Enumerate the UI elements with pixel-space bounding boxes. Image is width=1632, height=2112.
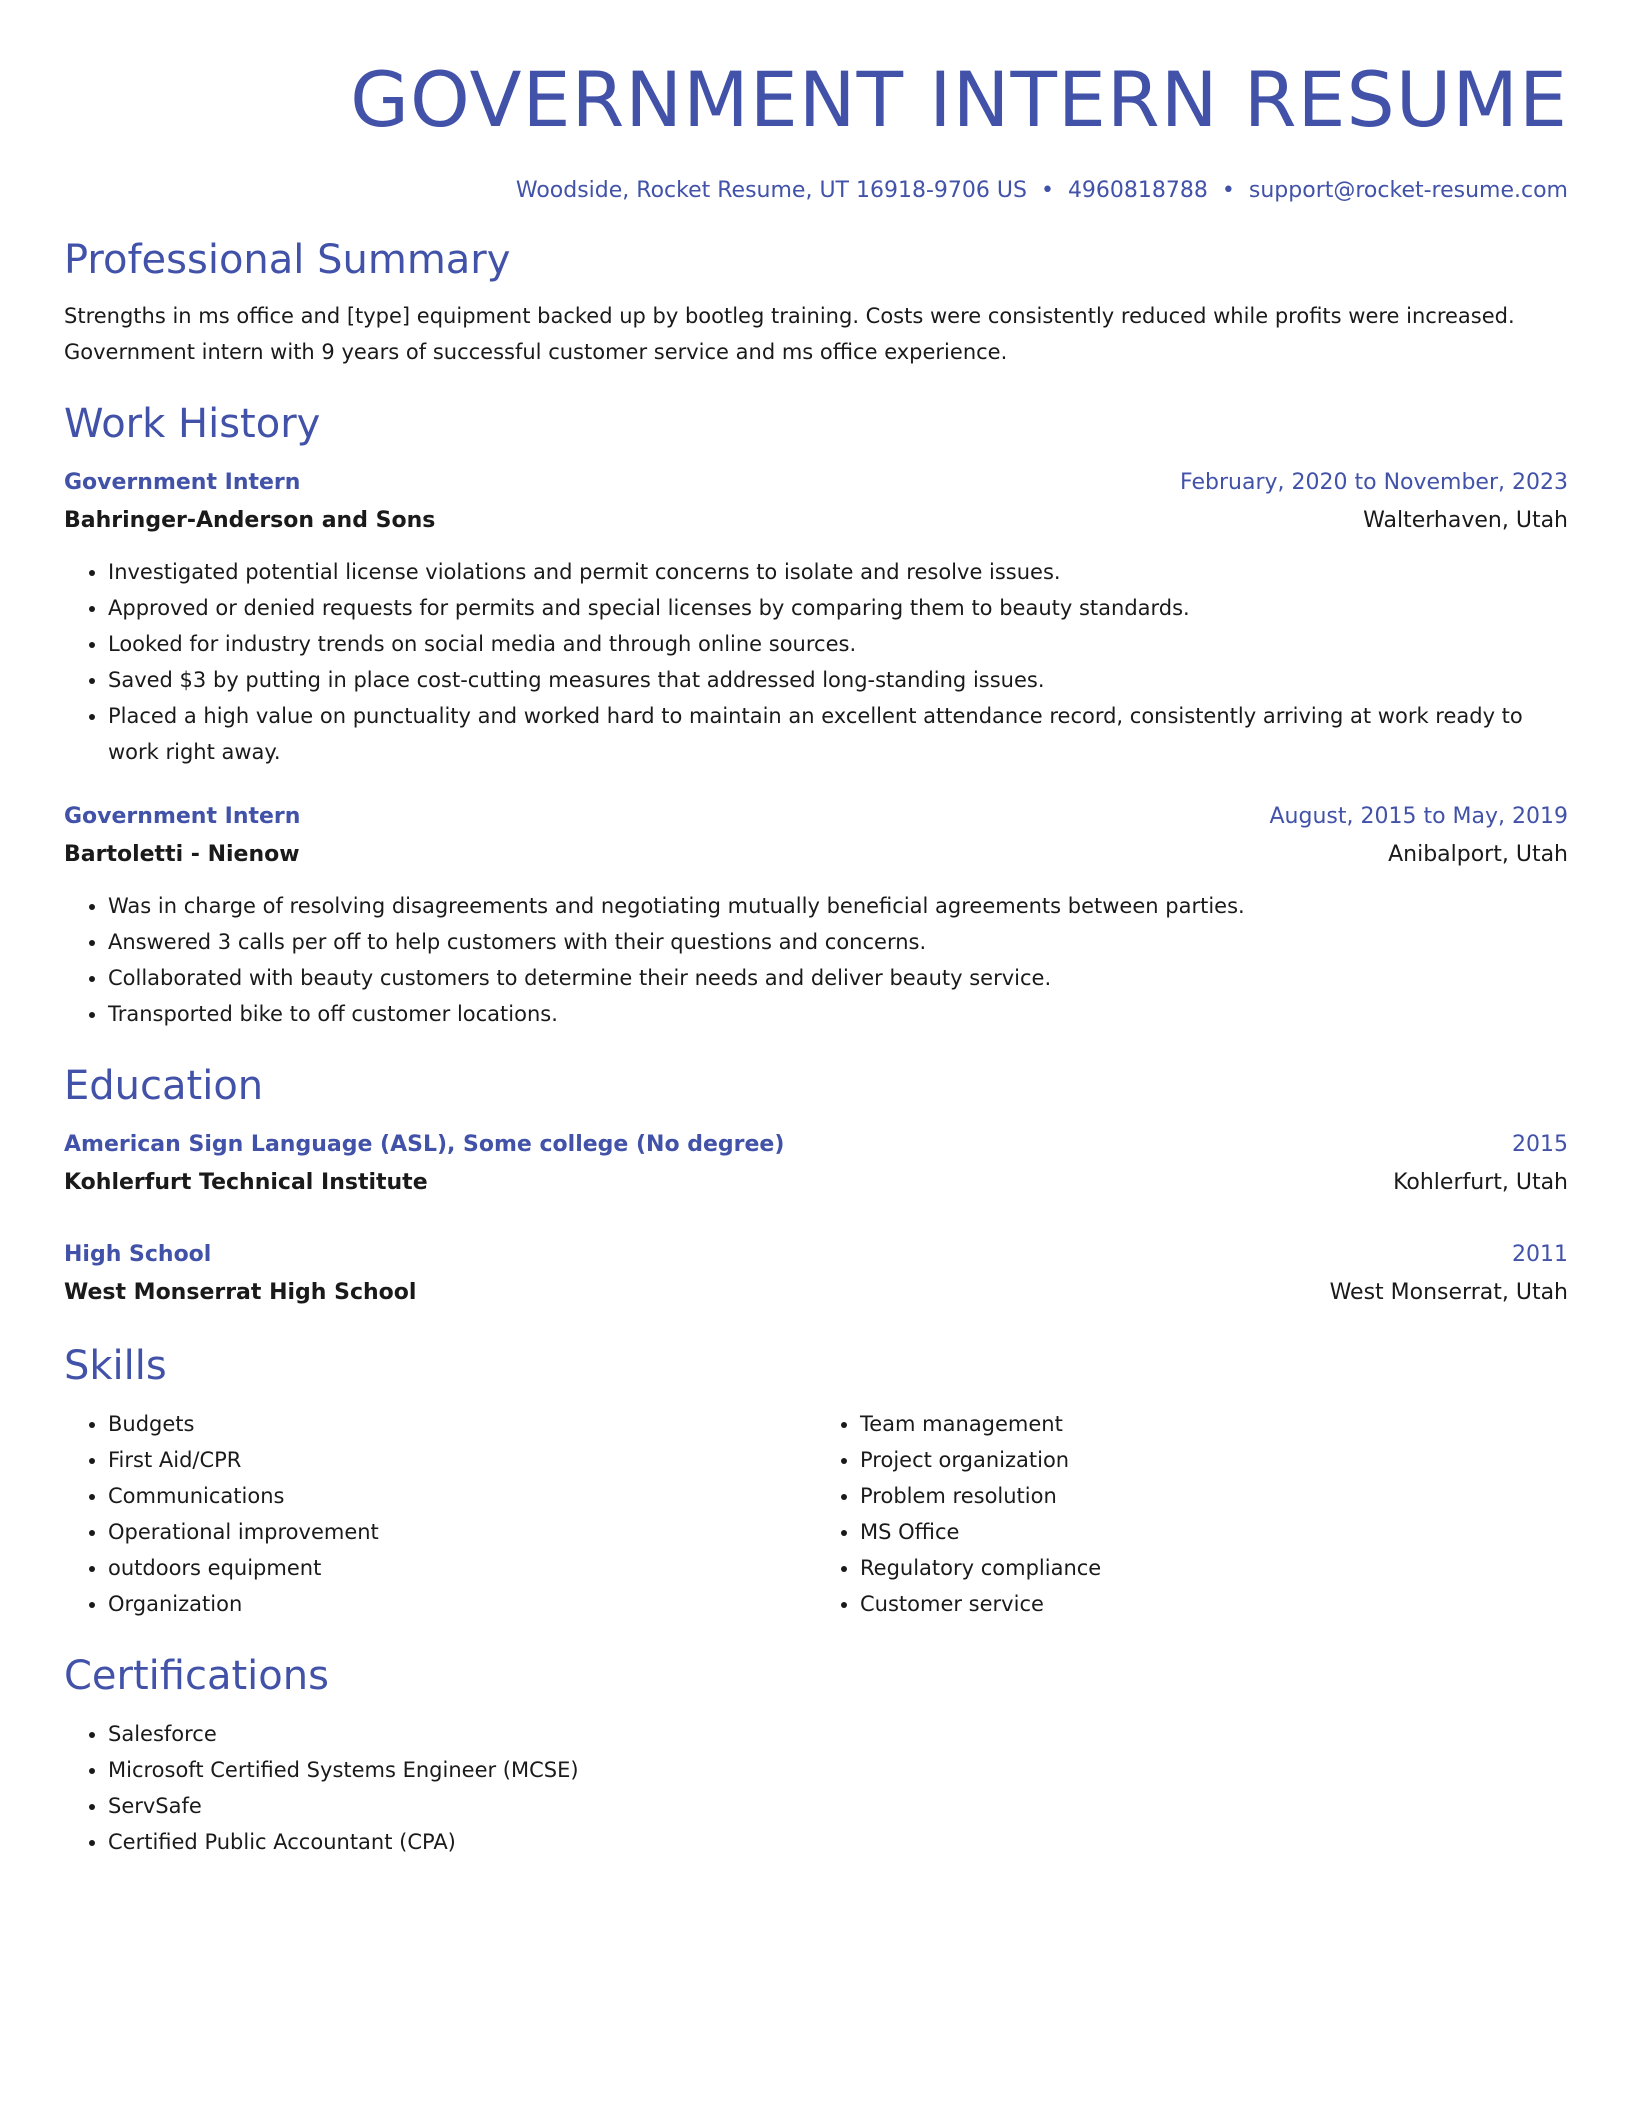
contact-line bbox=[64, 176, 1568, 206]
job-bullets bbox=[64, 554, 1568, 770]
job-dates: February, 2020 to November, 2023 bbox=[1180, 470, 1568, 495]
education-location: West Monserrat, Utah bbox=[1329, 1280, 1568, 1305]
summary-text: Strengths in ms office and [type] equipment backed up by bootleg training. Costs were consistently reduced while profits were increased. Government intern with 9 years of successful customer service and ms office experience. bbox=[64, 304, 1515, 364]
certification-item: • Certified Public Accountant (CPA) bbox=[108, 1824, 1568, 1860]
list-item: • Collaborated with beauty customers to determine their needs and deliver beauty service. bbox=[108, 960, 1568, 996]
skill-item: • Problem resolution bbox=[860, 1478, 1568, 1514]
job-location: Walterhaven, Utah bbox=[1363, 508, 1568, 533]
job-company: Bahringer-Anderson and Sons bbox=[64, 508, 436, 533]
job-role: Government Intern bbox=[64, 470, 301, 495]
work-history-section bbox=[64, 398, 1568, 1032]
job-entry bbox=[64, 798, 1568, 1032]
education-entry bbox=[64, 1236, 1568, 1312]
resume-header bbox=[64, 0, 1568, 206]
skills-grid bbox=[64, 1406, 1568, 1622]
skills-heading: Skills bbox=[64, 1343, 167, 1389]
education-school: Kohlerfurt Technical Institute bbox=[64, 1170, 428, 1195]
contact-phone: 4960818788 bbox=[1067, 178, 1208, 203]
education-entry bbox=[64, 1126, 1568, 1202]
list-item: • Looked for industry trends on social media and through online sources. bbox=[108, 626, 1568, 662]
contact-separator: • bbox=[1040, 178, 1054, 203]
education-year: 2015 bbox=[1512, 1132, 1568, 1157]
skill-item: • Organization bbox=[108, 1586, 816, 1622]
skill-item: • Regulatory compliance bbox=[860, 1550, 1568, 1586]
education-year: 2011 bbox=[1512, 1242, 1568, 1267]
summary-heading: Professional Summary bbox=[64, 237, 511, 283]
skill-item: • outdoors equipment bbox=[108, 1550, 816, 1586]
list-item: • Was in charge of resolving disagreements and negotiating mutually beneficial agreements between parties. bbox=[108, 888, 1568, 924]
education-degree: American Sign Language (ASL), Some college (No degree) bbox=[64, 1132, 785, 1157]
job-role: Government Intern bbox=[64, 804, 301, 829]
skill-item: • First Aid/CPR bbox=[108, 1442, 816, 1478]
certifications-section bbox=[64, 1650, 1568, 1860]
skills-column-left bbox=[64, 1406, 816, 1622]
education-heading: Education bbox=[64, 1063, 264, 1109]
skill-item: • Team management bbox=[860, 1406, 1568, 1442]
list-item: • Answered 3 calls per off to help customers with their questions and concerns. bbox=[108, 924, 1568, 960]
list-item: • Placed a high value on punctuality and worked hard to maintain an excellent attendance record, consistently arriving at work ready to work right away. bbox=[108, 698, 1568, 770]
skill-item: • Operational improvement bbox=[108, 1514, 816, 1550]
job-dates: August, 2015 to May, 2019 bbox=[1269, 804, 1568, 829]
contact-separator: • bbox=[1221, 178, 1235, 203]
list-item: • Saved $3 by putting in place cost-cutting measures that addressed long-standing issues. bbox=[108, 662, 1568, 698]
education-school: West Monserrat High School bbox=[64, 1280, 417, 1305]
skill-item: • MS Office bbox=[860, 1514, 1568, 1550]
skill-item: • Communications bbox=[108, 1478, 816, 1514]
contact-address: Woodside, Rocket Resume, UT 16918-9706 US bbox=[515, 178, 1027, 203]
certification-item: • Microsoft Certified Systems Engineer (MCSE) bbox=[108, 1752, 1568, 1788]
education-degree: High School bbox=[64, 1242, 212, 1267]
list-item: • Transported bike to off customer locations. bbox=[108, 996, 1568, 1032]
skill-item: • Budgets bbox=[108, 1406, 816, 1442]
contact-email[interactable]: support@rocket-resume.com bbox=[1248, 178, 1568, 203]
job-bullets bbox=[64, 888, 1568, 1032]
certifications-heading: Certifications bbox=[64, 1653, 329, 1699]
job-entry bbox=[64, 464, 1568, 770]
list-item: • Approved or denied requests for permits and special licenses by comparing them to beauty standards. bbox=[108, 590, 1568, 626]
skill-item: • Project organization bbox=[860, 1442, 1568, 1478]
certification-item: • Salesforce bbox=[108, 1716, 1568, 1752]
skill-item: • Customer service bbox=[860, 1586, 1568, 1622]
education-location: Kohlerfurt, Utah bbox=[1393, 1170, 1568, 1195]
resume-title: GOVERNMENT INTERN RESUME bbox=[350, 55, 1568, 144]
skills-column-right bbox=[816, 1406, 1568, 1622]
education-section bbox=[64, 1060, 1568, 1312]
job-company: Bartoletti - Nienow bbox=[64, 842, 300, 867]
skills-section bbox=[64, 1340, 1568, 1622]
certification-item: • ServSafe bbox=[108, 1788, 1568, 1824]
certifications-list bbox=[64, 1716, 1568, 1860]
job-location: Anibalport, Utah bbox=[1388, 842, 1568, 867]
work-history-heading: Work History bbox=[64, 401, 321, 447]
list-item: • Investigated potential license violations and permit concerns to isolate and resolve issues. bbox=[108, 554, 1568, 590]
